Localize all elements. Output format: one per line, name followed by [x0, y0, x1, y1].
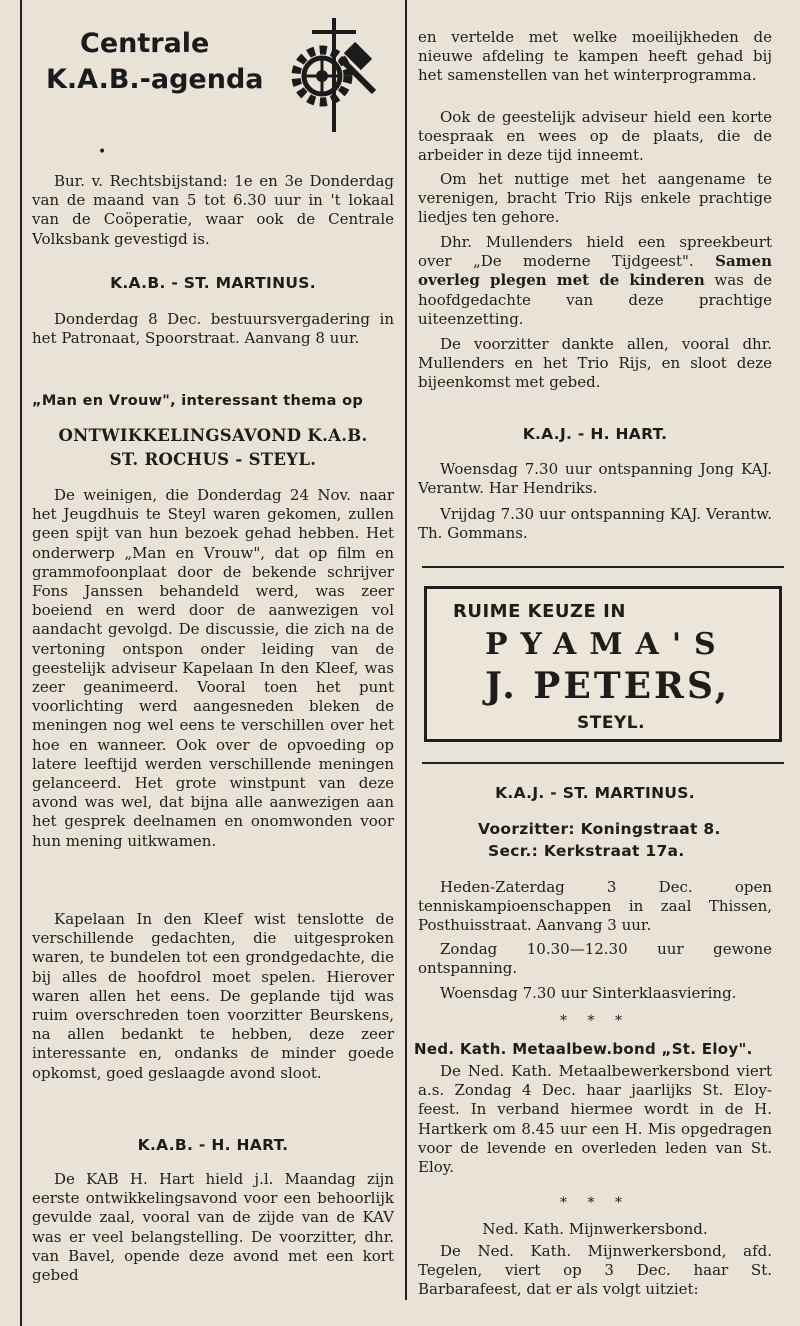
ad-line-pyamas: PYAMA'S	[485, 627, 729, 662]
heading-mijnwerkersbond: Ned. Kath. Mijnwerkersbond.	[482, 1220, 708, 1238]
voorzitter-address: Voorzitter: Koningstraat 8.	[478, 820, 721, 838]
heading-man-en-vrouw: „Man en Vrouw", interessant thema op	[32, 393, 364, 409]
ad-line-j-peters: J. PETERS,	[485, 665, 731, 707]
continued-text: en vertelde met welke moeilijkheden de nieuwe afdeling te kampen heeft gehad bij het samenstellen van het winterprogramma.	[418, 28, 772, 85]
heden-text: Heden-Zaterdag 3 Dec. open tenniskampioenschappen in zaal Thissen, Posthuisstraat. Aanvang 3 uur.	[418, 878, 772, 935]
rechtsbijstand-text: Bur. v. Rechtsbijstand: 1e en 3e Donderdag van de maand van 5 tot 6.30 uur in 't lokaal van de Coöperatie, waar ook de Centrale Volksbank gevestigd is.	[32, 172, 394, 248]
ad-line-ruime-keuze: RUIME KEUZE IN	[453, 601, 626, 622]
woensdag-text: Woensdag 7.30 uur ontspanning Jong KAJ. Verantw. Har Hendriks.	[418, 460, 772, 498]
column-divider-rule	[405, 0, 407, 1300]
mullenders-text	[418, 233, 772, 329]
heading-st-rochus-steyl: ST. ROCHUS - STEYL.	[109, 450, 317, 469]
adviseur-text: Ook de geestelijk adviseur hield een korte toespraak en wees op de plaats, die de arbeider in deze tijd inneemt.	[418, 108, 772, 165]
section-stars-1: * * *	[560, 1013, 630, 1029]
section-stars-2: * * *	[560, 1195, 630, 1211]
martinus-text: Donderdag 8 Dec. bestuursvergadering in het Patronaat, Spoorstraat. Aanvang 8 uur.	[32, 310, 394, 348]
kab-emblem-icon	[282, 18, 382, 142]
heading-kab-st-martinus: K.A.B. - ST. MARTINUS.	[110, 274, 316, 292]
heading-metaalbewerkersbond: Ned. Kath. Metaalbew.bond „St. Eloy".	[414, 1040, 753, 1058]
sinterklaas-text: Woensdag 7.30 uur Sinterklaasviering.	[440, 984, 737, 1002]
hart-text: De KAB H. Hart hield j.l. Maandag zijn eerste ontwikkelingsavond voor een behoorlijk gevulde zaal, vooral van de zijde van de KAV was er veel belangstelling. De voorzitter, dhr. van Bavel, opende deze avond met een kort gebed	[32, 1170, 394, 1285]
dankte-text: De voorzitter dankte allen, vooral dhr. Mullenders en het Trio Rijs, en sloot deze bijeenkomst met gebed.	[418, 335, 772, 392]
mullenders-text-bold: Samen overleg plegen met de kinderen	[418, 252, 772, 290]
heading-kaj-st-martinus: K.A.J. - ST. MARTINUS.	[495, 784, 695, 802]
agenda-title	[46, 26, 296, 98]
ad-top-rule	[422, 566, 784, 568]
left-border-rule	[20, 0, 22, 1326]
trio-text: Om het nuttige met het aangename te verenigen, bracht Trio Rijs enkele prachtige liedjes ten gehore.	[418, 170, 772, 227]
heading-ontwikkelingsavond: ONTWIKKELINGSAVOND K.A.B.	[58, 426, 368, 445]
heading-kaj-h-hart: K.A.J. - H. HART.	[522, 425, 668, 443]
mijnwerkers-text: De Ned. Kath. Mijnwerkersbond, afd. Tegelen, viert op 3 Dec. haar St. Barbarafeest, dat er als volgt uitziet:	[418, 1242, 772, 1299]
mullenders-text-b: was de hoofdgedachte van deze prachtige uiteenzetting.	[418, 271, 772, 328]
zondag-text: Zondag 10.30—12.30 uur gewone ontspanning.	[418, 940, 772, 978]
eloy-text: De Ned. Kath. Metaalbewerkersbond viert a.s. Zondag 4 Dec. haar jaarlijks St. Eloy-feest. In verband hiermee wordt in de H. Hartkerk om 8.45 uur een H. Mis opgedragen voor de levende en overleden leden van St. Eloy.	[418, 1062, 772, 1177]
title-line-2: K.A.B.-agenda	[46, 64, 264, 95]
vrijdag-text: Vrijdag 7.30 uur ontspanning KAJ. Verantw. Th. Gommans.	[418, 505, 772, 543]
title-line-1: Centrale	[80, 28, 210, 59]
weinigen-text: De weinigen, die Donderdag 24 Nov. naar het Jeugdhuis te Steyl waren gekomen, zullen geen spijt van hun bezoek gehad hebben. Het onderwerp „Man en Vrouw", dat op film en grammofoonplaat door de bekende schrijver Fons Janssen behandeld werd, was zeer boeiend en werd door de aanwezigen vol aandacht gevolgd. De discussie, die zich na de vertoning ontspon onder leiding van de geestelijk adviseur Kapelaan In den Kleef, was zeer geanimeerd. Vooral toen het punt voorlichting werd aangesneden bleken de meningen nog wel eens te verschillen over het hoe en wanneer. Ook over de opvoeding op latere leeftijd werden verschillende meningen gelanceerd. Het grote winstpunt van deze avond was wel, dat bijna alle aanwezigen aan het gesprek deelnamen en onomwonden voor hun mening uitkwamen.	[32, 486, 394, 850]
ad-bottom-rule	[422, 762, 784, 764]
secretaris-address: Secr.: Kerkstraat 17a.	[488, 842, 685, 860]
kapelaan-text: Kapelaan In den Kleef wist tenslotte de verschillende gedachten, die uitgesproken waren, te bundelen tot een grondgedachte, die bij alles de hoofdrol moet spelen. Hierover waren allen het eens. De geplande tijd was ruim overschreden toen voorzitter Beurskens, na allen bedankt te hebben, deze zeer interessante en, ondanks de minder goede opkomst, goed geslaagde avond sloot.	[32, 910, 394, 1082]
advertisement-j-peters	[424, 586, 782, 742]
mullenders-text-a: Dhr. Mullenders hield een spreekbeurt over „De moderne Tijdgeest".	[418, 233, 772, 271]
ad-line-steyl: STEYL.	[577, 713, 646, 733]
bullet: •	[98, 144, 107, 160]
heading-kab-h-hart: K.A.B. - H. HART.	[137, 1136, 289, 1154]
